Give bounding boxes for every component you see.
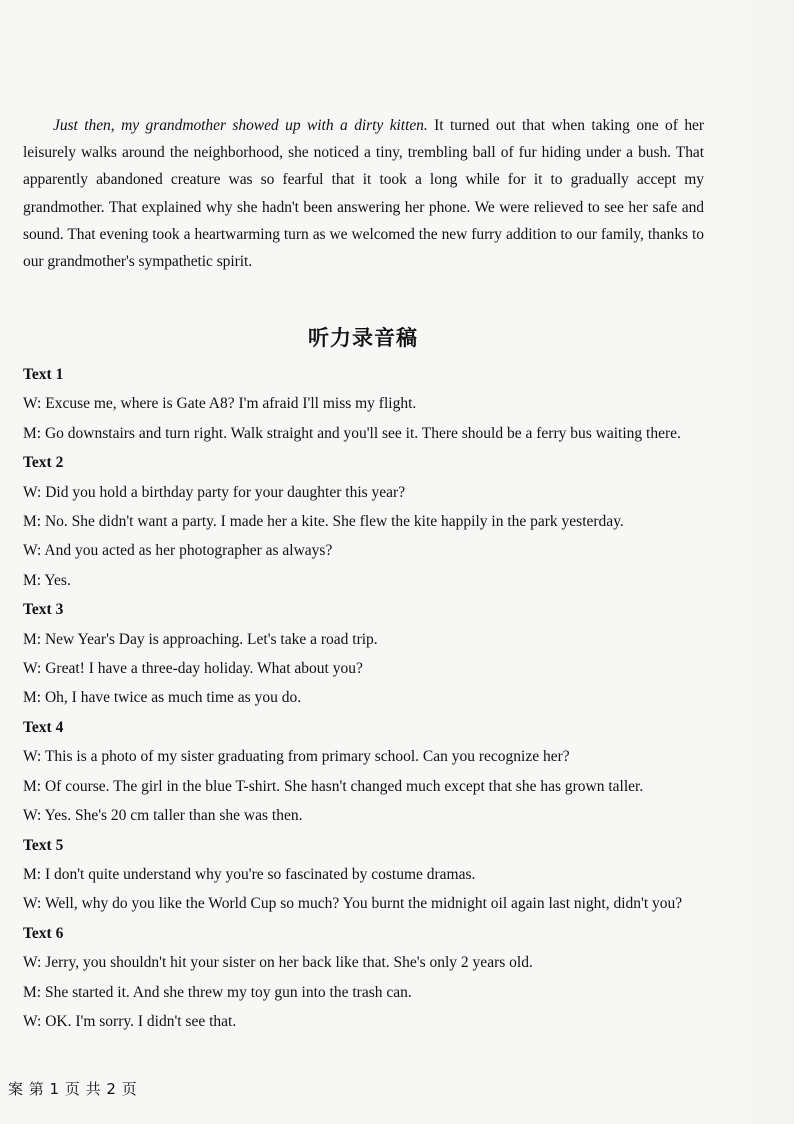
dialogue-line: W: OK. I'm sorry. I didn't see that. [23, 1012, 237, 1030]
transcript-title: 听力录音稿 [308, 326, 418, 350]
text-label-5: Text 5 [23, 836, 64, 854]
dialogue-line: M: No. She didn't want a party. I made her a kite. She flew the kite happily in the park yesterday. [23, 513, 624, 531]
dialogue-line: W: Did you hold a birthday party for your daughter this year? [23, 483, 406, 501]
essay-paragraph [23, 112, 704, 275]
essay-text [23, 112, 704, 275]
essay-body: It turned out that when taking one of her leisurely walks around the neighborhood, she noticed a tiny, trembling ball of fur hiding under a bush. That apparently abandoned creature was so fearful that it took a long while for it to gradually accept my grandmother. That explained why she hadn't been answering her phone. We were relieved to see her safe and sound. That evening took a heartwarming turn as we welcomed the new furry addition to our family, thanks to our grandmother's sympathetic spirit. [23, 117, 704, 271]
dialogue-line: M: New Year's Day is approaching. Let's take a road trip. [23, 630, 378, 648]
text-label-3: Text 3 [23, 601, 64, 619]
page-edge-shadow [722, 0, 794, 1124]
essay-italic-lead: Just then, my grandmother showed up with a dirty kitten. [53, 117, 428, 134]
dialogue-line: W: Great! I have a three-day holiday. What about you? [23, 660, 363, 678]
dialogue-line: M: I don't quite understand why you're so fascinated by costume dramas. [23, 865, 476, 883]
dialogue-line: M: She started it. And she threw my toy gun into the trash can. [23, 983, 412, 1001]
dialogue-line: W: Jerry, you shouldn't hit your sister on her back like that. She's only 2 years old. [23, 954, 533, 972]
text-label-4: Text 4 [23, 718, 64, 736]
dialogue-line: W: Well, why do you like the World Cup so much? You burnt the midnight oil again last night, didn't you? [23, 895, 683, 913]
transcript-content [23, 360, 707, 1036]
text-label-2: Text 2 [23, 454, 64, 472]
text-label-1: Text 1 [23, 366, 64, 383]
dialogue-line: M: Go downstairs and turn right. Walk straight and you'll see it. There should be a ferry bus waiting there. [23, 424, 681, 442]
dialogue-line: W: This is a photo of my sister graduating from primary school. Can you recognize her? [23, 748, 570, 766]
dialogue-line: W: And you acted as her photographer as always? [23, 542, 333, 560]
text-label-6: Text 6 [23, 924, 64, 942]
page-footer: 案 第 1 页 共 2 页 [8, 1080, 138, 1098]
dialogue-line: M: Yes. [23, 571, 71, 589]
dialogue-line: W: Yes. She's 20 cm taller than she was then. [23, 807, 303, 825]
dialogue-line: W: Excuse me, where is Gate A8? I'm afraid I'll miss my flight. [23, 395, 417, 413]
dialogue-line: M: Oh, I have twice as much time as you do. [23, 689, 302, 707]
dialogue-line: M: Of course. The girl in the blue T-shirt. She hasn't changed much except that she has grown taller. [23, 777, 644, 795]
